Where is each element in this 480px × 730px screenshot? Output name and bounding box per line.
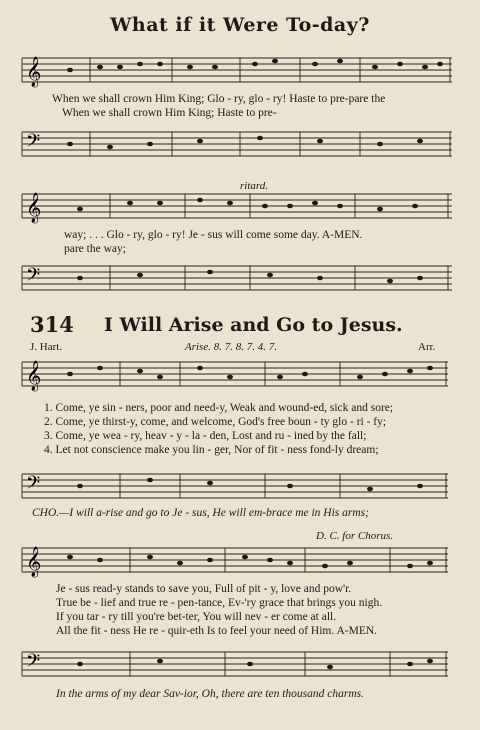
verse-2: 2. Come, ye thirst-y, come, and welcome, God's free boun - ty glo - ri - fy;	[44, 416, 387, 428]
refrain-2: True be - lief and true re - pen-tance, Ev-'ry grace that brings you nigh.	[56, 597, 383, 609]
hymn-arranger: Arr.	[418, 341, 436, 353]
treble-staff-3	[0, 356, 480, 396]
lyric-line-1: When we shall crown Him King; Glo - ry, glo - ry! Haste to pre-pare the	[52, 93, 386, 105]
svg-text:𝄢: 𝄢	[26, 473, 41, 498]
svg-text:𝄞: 𝄞	[26, 547, 42, 577]
bass-staff-2	[0, 262, 480, 302]
hymn-author: J. Hart.	[30, 341, 63, 353]
refrain-1: Je - sus read-y stands to save you, Full of pit - y, love and pow'r.	[56, 583, 352, 595]
verse-1: 1. Come, ye sin - ners, poor and need-y, Weak and wound-ed, sick and sore;	[44, 402, 394, 414]
lyric-line-1b: When we shall crown Him King; Haste to pre-	[62, 107, 277, 119]
chorus-line: CHO.—I will a-rise and go to Je - sus, He will em-brace me in His arms;	[32, 507, 369, 519]
final-line: In the arms of my dear Sav-ior, Oh, there are ten thousand charms.	[56, 688, 365, 700]
svg-text:𝄞: 𝄞	[26, 361, 42, 391]
hymn-title-what-if: What if it Were To-day?	[110, 14, 370, 36]
bass-staff-4	[0, 646, 480, 686]
verse-3: 3. Come, ye wea - ry, heav - y - la - den, Lost and ru - ined by the fall;	[44, 430, 367, 442]
svg-text:𝄢: 𝄢	[26, 651, 41, 676]
hymn-meter: Arise. 8. 7. 8. 7. 4. 7.	[185, 341, 277, 353]
hymn-number: 314	[30, 312, 74, 337]
bass-staff-3	[0, 468, 480, 508]
lyric-line-2b: pare the way;	[64, 243, 126, 255]
treble-staff-2	[0, 190, 480, 230]
bass-staff-1	[0, 128, 480, 168]
treble-staff-1	[0, 54, 480, 94]
verse-4: 4. Let not conscience make you lin - ger, Nor of fit - ness fond-ly dream;	[44, 444, 379, 456]
hymn-title-arise: I Will Arise and Go to Jesus.	[104, 314, 403, 336]
treble-staff-4	[0, 542, 480, 582]
svg-text:𝄞: 𝄞	[26, 193, 42, 223]
svg-text:𝄢: 𝄢	[26, 265, 41, 290]
lyric-line-2: way; . . . Glo - ry, glo - ry! Je - sus will come some day. A-MEN.	[64, 229, 363, 241]
svg-text:𝄢: 𝄢	[26, 131, 41, 156]
refrain-3: If you tar - ry till you're bet-ter, You will nev - er come at all.	[56, 611, 337, 623]
da-capo-direction: D. C. for Chorus.	[316, 530, 394, 542]
tempo-ritard: ritard.	[240, 180, 269, 192]
refrain-4: All the fit - ness He re - quir-eth Is to feel your need of Him. A-MEN.	[56, 625, 378, 637]
svg-text:𝄞: 𝄞	[26, 57, 42, 87]
